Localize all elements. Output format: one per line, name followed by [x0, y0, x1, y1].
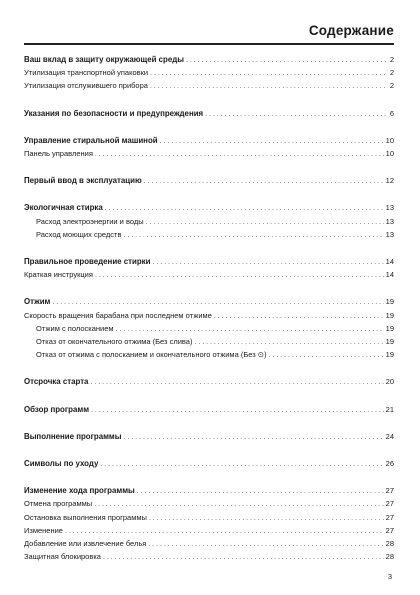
dot-leader: [124, 432, 384, 444]
toc-heading-entry[interactable]: [24, 485, 394, 498]
toc-section: [24, 256, 394, 282]
toc-entry-page: 2: [389, 55, 394, 64]
dot-leader: [150, 68, 388, 80]
dot-leader: [146, 217, 384, 229]
dot-leader: [214, 311, 384, 323]
toc-entry-page: 2: [389, 68, 394, 78]
dot-leader: [52, 297, 383, 309]
toc-entry-label: Отказ от отжима с полосканием и окончательного отжима (Без ⊙): [36, 350, 267, 360]
toc-entry-label: Утилизация транспортной упаковки: [24, 68, 149, 78]
toc-section: [24, 135, 394, 161]
toc-heading-entry[interactable]: [24, 256, 394, 269]
toc-entry-label: Указания по безопасности и предупреждения: [24, 108, 204, 118]
toc-heading-entry[interactable]: [24, 175, 394, 188]
toc-entry-page: 13: [385, 216, 394, 226]
toc-entry-label: Утилизация отслужившего прибора: [24, 81, 148, 91]
toc-heading-entry[interactable]: [24, 296, 394, 309]
toc-entry-label: Отжим с полосканием: [36, 323, 114, 333]
toc-entry-label: Расход электроэнергии и воды: [36, 216, 144, 226]
toc-entry[interactable]: [24, 512, 394, 525]
toc-entry-page: 19: [385, 337, 394, 347]
table-of-contents: [24, 54, 394, 578]
toc-section: [24, 458, 394, 471]
toc-entry-page: 27: [385, 525, 394, 535]
toc-section: [24, 431, 394, 444]
toc-entry[interactable]: [24, 323, 394, 336]
toc-entry[interactable]: [24, 349, 394, 362]
toc-heading-entry[interactable]: [24, 376, 394, 389]
dot-leader: [90, 377, 383, 389]
toc-entry[interactable]: [24, 538, 394, 551]
toc-entry-page: 24: [385, 431, 394, 441]
toc-section: [24, 485, 394, 564]
toc-entry-label: Отсрочка старта: [24, 377, 89, 387]
page-number: 3: [387, 572, 392, 581]
dot-leader: [116, 324, 384, 336]
toc-entry-page: 26: [385, 459, 394, 469]
toc-entry-page: 14: [385, 270, 394, 280]
toc-entry[interactable]: [24, 229, 394, 242]
toc-entry-label: Панель управления: [24, 149, 93, 159]
toc-entry-page: 21: [385, 404, 394, 414]
dot-leader: [186, 55, 388, 67]
toc-entry-page: 27: [385, 499, 394, 509]
toc-section: [24, 296, 394, 362]
dot-leader: [95, 270, 384, 282]
toc-entry-label: Остановка выполнения программы: [24, 512, 147, 522]
dot-leader: [194, 337, 383, 349]
toc-heading-entry[interactable]: [24, 135, 394, 148]
toc-heading-entry[interactable]: [24, 458, 394, 471]
toc-entry-label: Отжим: [24, 297, 51, 307]
toc-section: [24, 54, 394, 94]
toc-entry[interactable]: [24, 216, 394, 229]
toc-entry-page: 13: [385, 203, 394, 213]
toc-entry-label: Символы по уходу: [24, 459, 99, 469]
toc-entry-page: 10: [385, 135, 394, 145]
toc-entry[interactable]: [24, 148, 394, 161]
dot-leader: [94, 499, 383, 511]
toc-heading-entry[interactable]: [24, 54, 394, 67]
dot-leader: [95, 149, 384, 161]
dot-leader: [148, 539, 383, 551]
toc-entry[interactable]: [24, 269, 394, 282]
toc-entry-label: Отказ от окончательного отжима (Без слива): [36, 337, 193, 347]
toc-section: [24, 404, 394, 417]
dot-leader: [100, 459, 383, 471]
toc-entry-page: 19: [385, 297, 394, 307]
toc-entry[interactable]: [24, 525, 394, 538]
toc-entry-label: Экологичная стирка: [24, 203, 103, 213]
toc-entry-label: Управление стиральной машиной: [24, 135, 158, 145]
toc-entry-label: Краткая инструкция: [24, 270, 93, 280]
toc-entry-page: 14: [385, 257, 394, 267]
dot-leader: [269, 350, 384, 362]
toc-entry-label: Добавление или извлечение белья: [24, 539, 147, 549]
toc-entry-page: 13: [385, 229, 394, 239]
toc-entry-label: Изменение: [24, 525, 63, 535]
toc-entry-label: Первый ввод в эксплуатацию: [24, 176, 142, 186]
dot-leader: [160, 136, 384, 148]
toc-entry-page: 12: [385, 176, 394, 186]
dot-leader: [137, 486, 384, 498]
toc-section: [24, 175, 394, 188]
title-rule: [24, 43, 394, 45]
toc-entry[interactable]: [24, 551, 394, 564]
dot-leader: [149, 513, 384, 525]
toc-section: [24, 376, 394, 389]
toc-section: [24, 202, 394, 242]
toc-entry-label: Скорость вращения барабана при последнем отжиме: [24, 310, 212, 320]
page-title: Содержание: [308, 23, 394, 38]
toc-entry[interactable]: [24, 336, 394, 349]
toc-entry-label: Отмена программы: [24, 499, 93, 509]
toc-entry[interactable]: [24, 498, 394, 511]
toc-section: [24, 108, 394, 121]
toc-entry-label: Защитная блокировка: [24, 552, 101, 562]
dot-leader: [91, 405, 384, 417]
toc-entry-page: 19: [385, 310, 394, 320]
toc-entry-page: 28: [385, 552, 394, 562]
toc-entry-page: 10: [385, 149, 394, 159]
dot-leader: [205, 109, 388, 121]
toc-entry[interactable]: [24, 67, 394, 80]
toc-entry-page: 27: [385, 512, 394, 522]
dot-leader: [144, 176, 384, 188]
dot-leader: [150, 81, 388, 93]
toc-entry-page: 2: [389, 81, 394, 91]
toc-entry-label: Изменение хода программы: [24, 486, 135, 496]
toc-entry-page: 20: [385, 377, 394, 387]
toc-entry-label: Обзор программ: [24, 404, 90, 414]
dot-leader: [65, 526, 384, 538]
toc-heading-entry[interactable]: [24, 202, 394, 215]
toc-entry-page: 28: [385, 539, 394, 549]
toc-entry-page: 19: [385, 323, 394, 333]
toc-entry-label: Правильное проведение стирки: [24, 257, 151, 267]
toc-entry-label: Расход моющих средств: [36, 229, 122, 239]
toc-heading-entry[interactable]: [24, 431, 394, 444]
toc-entry-page: 6: [389, 108, 394, 118]
toc-entry-label: Ваш вклад в защиту окружающей среды: [24, 55, 184, 64]
toc-heading-entry[interactable]: [24, 108, 394, 121]
toc-entry-label: Выполнение программы: [24, 431, 122, 441]
toc-entry-page: 27: [385, 486, 394, 496]
dot-leader: [103, 552, 384, 564]
dot-leader: [105, 203, 384, 215]
dot-leader: [152, 257, 383, 269]
toc-entry[interactable]: [24, 310, 394, 323]
toc-entry-page: 19: [385, 350, 394, 360]
dot-leader: [123, 230, 383, 242]
toc-heading-entry[interactable]: [24, 404, 394, 417]
toc-entry[interactable]: [24, 80, 394, 93]
